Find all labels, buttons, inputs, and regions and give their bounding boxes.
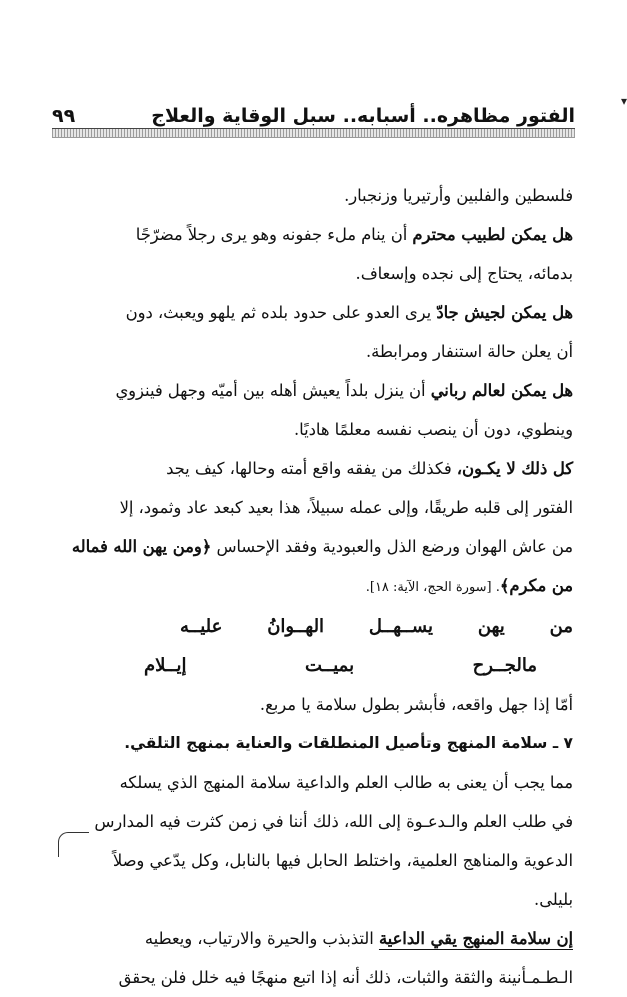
text-line: الـطـمـأنينة والثقة والثبات، ذلك أنه إذا اتبع منهجًا فيه خلل فلن يحقق: [118, 968, 573, 987]
text-line: بدمائه، يحتاج إلى نجده وإسعاف.: [355, 264, 573, 283]
text-line: مما يجب أن يعنى به طالب العلم والداعية سلامة المنهج الذي يسلكه: [119, 773, 573, 792]
running-title: الفتور مظاهره.. أسبابه.. سبل الوقاية والعلاج: [151, 105, 575, 127]
text-line: فلسطين والفلبين وأرتيريا وزنجبار.: [344, 186, 573, 205]
text-line: من مكرم﴾. [سورة الحج، الآية: ١٨].: [365, 576, 573, 595]
corner-mark: ▾: [620, 94, 627, 108]
text-line: هل يمكن لجيش جادّ يرى العدو على حدود بلده ثم يلهو ويعبث، دون: [125, 303, 573, 322]
text-line: كل ذلك لا يكـون، فكذلك من يفقه واقع أمته وحالها، كيف يجد: [166, 459, 573, 478]
poem-verse-second-half: مالجــرح بميــت إيــلام: [144, 655, 537, 676]
text-line: الدعوية والمناهج العلمية، واختلط الحابل فيها بالنابل، وكل يدّعي وصلاً: [112, 851, 573, 870]
text-line: هل يمكن لطبيب محترم أن ينام ملء جفونه وهو يرى رجلاً مضرّجًا: [135, 225, 573, 244]
text-line: هل يمكن لعالم رباني أن ينزل بلداً يعيش أهله بين أميّه وجهل فينزوي: [115, 381, 573, 400]
body-text: [40, 176, 573, 997]
text-line: الفتور إلى قلبه طريقًا، وإلى عمله سبيلاً، هذا بعيد كبعد عاد وثمود، إلا: [119, 498, 573, 517]
text-line: بليلى.: [534, 890, 573, 909]
text-line: وينطوي، دون أن ينصب نفسه معلمًا هاديًا.: [293, 420, 573, 439]
section-heading: ٧ ـ سلامة المنهج وتأصيل المنطلقات والعناية بمنهج التلقي.: [124, 734, 573, 752]
text-line: أن يعلن حالة استنفار ومرابطة.: [366, 342, 573, 361]
text-line: أمّا إذا جهل واقعه، فأبشر بطول سلامة يا مربع.: [259, 695, 573, 714]
text-line: في طلب العلم والـدعـوة إلى الله، ذلك أننا في زمن كثرت فيه المدارس: [94, 812, 573, 831]
page-header: [52, 92, 575, 126]
poem-verse-first-half: من يهن يســهــل الهــوانُ عليــه: [180, 616, 573, 637]
text-line: إن سلامة المنهج يقي الداعية التذبذب والحيرة والارتياب، ويعطيه: [144, 929, 573, 948]
header-divider: [52, 128, 575, 138]
page-number: ٩٩: [52, 105, 76, 127]
text-line: من عاش الهوان ورضع الذل والعبودية وفقد الإحساس ﴿ومن يهن الله فماله: [71, 537, 573, 556]
